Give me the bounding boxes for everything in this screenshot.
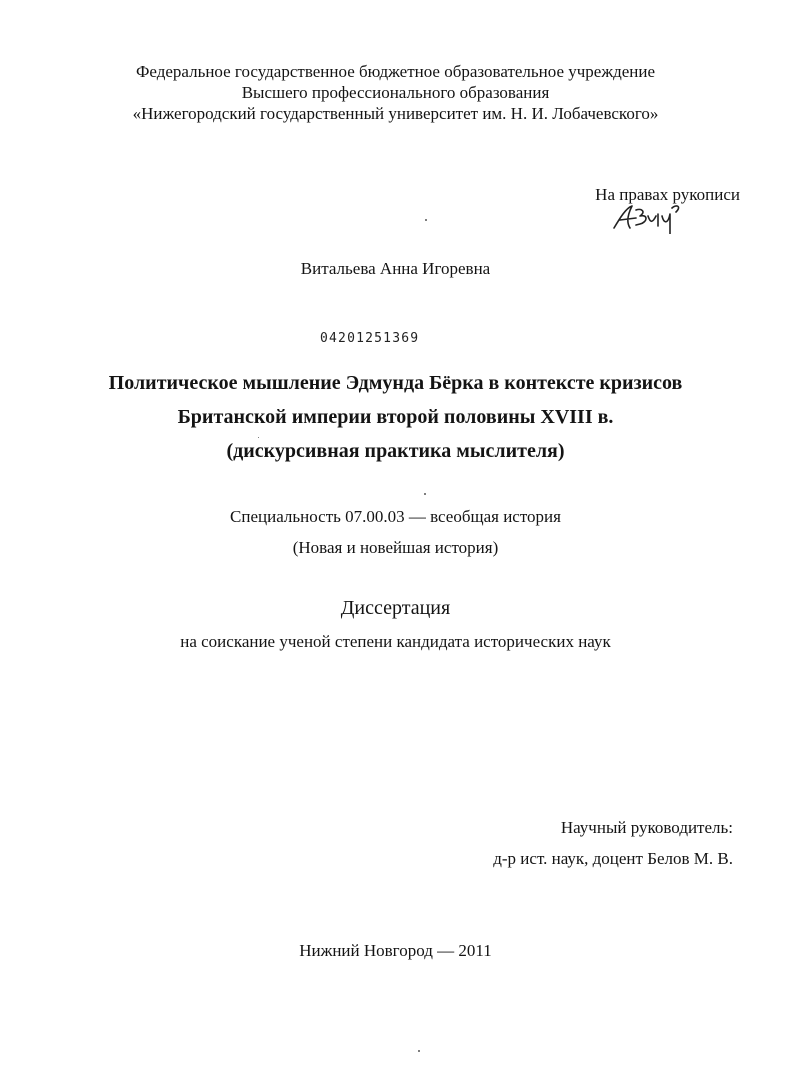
thesis-title-line-3: (дискурсивная практика мыслителя) (226, 440, 565, 462)
scan-speck (425, 219, 427, 221)
manuscript-rights-note: На правах рукописи (595, 185, 740, 204)
thesis-title-line-1: Политическое мышление Эдмунда Бёрка в контексте кризисов (108, 372, 683, 394)
scan-speck (418, 1050, 420, 1052)
thesis-title-line-2: Британской империи второй половины XVIII в. (177, 406, 614, 428)
supervisor-label: Научный руководитель: (560, 818, 733, 837)
catalog-code: 04201251369 (320, 331, 420, 346)
handwritten-signature (606, 200, 686, 234)
scan-speck (258, 437, 259, 438)
specialty-subfield: (Новая и новейшая история) (292, 538, 499, 557)
degree-statement: на соискание ученой степени кандидата исторических наук (180, 632, 611, 651)
supervisor-name: д-р ист. наук, доцент Белов М. В. (493, 849, 733, 868)
place-and-year: Нижний Новгород — 2011 (299, 941, 492, 960)
scan-speck (424, 493, 426, 495)
institution-line-3: «Нижегородский государственный университет им. Н. И. Лобачевского» (132, 104, 659, 123)
document-type: Диссертация (340, 597, 451, 619)
institution-line-1: Федеральное государственное бюджетное образовательное учреждение (135, 62, 656, 81)
institution-line-2: Высшего профессионального образования (241, 83, 550, 102)
author-name: Витальева Анна Игоревна (300, 259, 491, 278)
specialty-line: Специальность 07.00.03 — всеобщая история (230, 507, 561, 526)
